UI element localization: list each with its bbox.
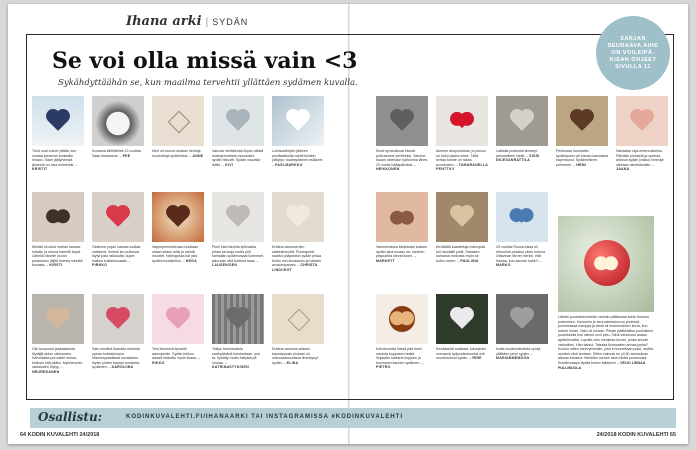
contest-badge (596, 16, 670, 90)
caption: Sain ennäträ ihanalta mehelta upean kukkakimpun. Mammupalaikkaa kuvakasen löysin yhden kauran ennänsiu sydämen. – KAROLIINA (92, 347, 140, 370)
photo-card (32, 96, 84, 172)
photo (272, 192, 324, 242)
caption: Vaenmmassa kädessäni kuilaen sydän aina muasu ne: ranteen piispulelta olevat luomi. – MARKETT (376, 245, 428, 263)
photo-card (436, 192, 488, 263)
photo (616, 96, 668, 146)
page-header: Ihana arki | SYDÄN (126, 14, 249, 29)
caption: Meri oli tuonut rantaan hentoja muotoiltuja sydämeksi. – ANNE (152, 149, 204, 158)
photo-card (272, 192, 324, 273)
caption: Lumisadebyön jälkeen postilaatikolla odotti kiintein ylläytys: tuulesydämen esikkeet. – PASI-MARKKU (272, 149, 324, 167)
photo (272, 294, 324, 344)
caption: Pieni kävi talvella työmaalla pihan kenvoja mutta pilti samallan sydämuisaat kolmeset, jaka sain että tuntesa ssaa. – LAUSEIKSEN (212, 245, 264, 268)
photo-card (556, 96, 608, 167)
caption: Kuvassa kiltiöltteleä 13 vuotias. Saan kissamme. – PEE (92, 149, 142, 158)
photo-card (436, 96, 488, 172)
photo-card (496, 96, 548, 163)
photo (152, 192, 204, 242)
photo (436, 192, 488, 242)
photo (212, 294, 264, 344)
caption: Tein kinnmisit lepselle aamuperän. Sydän lekkuu lasssä liinkulttu myös ilossa. – RIKKO (152, 347, 200, 365)
caption: Aminen akupuriistota, ja juosus on tullut pisara verta. Tällä kertaa kohde on rakas avonimeen. – TAMARANELLA PENTTILY (436, 149, 488, 172)
caption: Sairaalan raja-entenrokkeisa. Päivään pinnastä ja opimaa arkiova sydän (rakko) ilmestyi: oikeaan nimettömään. – JAANA (616, 149, 665, 172)
caption: 25 vuotias Roosa-kissa oli rekonituit pesaisa yksin kotona. Ottavinan tärnet menixi, että ihanaa, kun saovan kokin? – MARKO (496, 245, 546, 268)
photo-card (152, 96, 204, 158)
caption: Kivet symbolisoat kivistä polkuamme perheeksi. Samme kauan ostetulun työtoinina lähes 20 vuotis häääpäivänä. – HEIKKONEN (376, 149, 428, 172)
photo (92, 294, 144, 344)
photo (92, 96, 144, 146)
photo-card-large (558, 216, 654, 370)
caption: Tulut ovat voinet ylittää, kun nostaa kameran korkealle ilmaan. Saari jäätyneestä järvestä on oiva esimerkki. – KRISTIT (32, 149, 78, 172)
photo-card (376, 192, 428, 263)
photo (496, 192, 548, 242)
caption: Erääna aamuna tien sateelimmollä. Puneaportti saattui pääpantun sydän pihaa. Kuiku niin kuvaasuin ja hatasin avutuimpanani. – CHRISTA LINDCEGT (272, 245, 322, 272)
caption: Meidät oli ulkut mahan kanssa rollalla, ja minua harmitti löysä. Lähellä hänelle kuvan porauksen jäljltä ilmesty sieestä kuvasta. – KIRSTI (32, 245, 83, 268)
photo (556, 96, 608, 146)
photo (558, 216, 654, 312)
photo-card (92, 96, 144, 158)
footer-text: KODINKUVALEHTI.FI/IHANAARKI TAI INSTAGRAMISSA #KODINKUVALEHTI (126, 414, 403, 420)
photo-card (32, 192, 84, 268)
photo-card (212, 96, 264, 167)
page-title: Se voi olla missä vain <3 (52, 48, 358, 74)
photo (376, 96, 428, 146)
photo (272, 96, 324, 146)
caption: Kahvikuretta löissä pää tinen naututa kuppasen testiä. Sujauttin salesrie kuppain ja huomasin kauniin sydämen. – PIETRO (376, 347, 424, 370)
photo (496, 96, 548, 146)
photo (92, 192, 144, 242)
photo (152, 294, 204, 344)
photo (32, 294, 84, 344)
photo-card (212, 192, 264, 268)
photo-card (92, 192, 144, 268)
photo-card (152, 294, 204, 365)
photo-card (376, 96, 428, 172)
photo (496, 294, 548, 344)
magazine-spread (8, 4, 688, 444)
photo (32, 192, 84, 242)
section-label: SYDÄN (212, 17, 249, 27)
caption: Olin kuspunut jaakalasesta löytäjät aidon rakkauden. Kahvilakka puruulteit minua, kelluvin sitä pitäisi. Myöhemmin rakkauden löytyy. – HEUREKANEN (32, 347, 83, 374)
caption: Vauvaa mettätessä löysin näistä mattojemoetsta muodostui sydän hissutti. Sydän vauvalla ikälle. – KIVI (212, 149, 264, 167)
caption: Ostimme pojan kanssa tuoltaa valeleme. Ilmesti ien puikosta löytyi pala rakkautta: super makea suklaimusasta. – PIRKKO (92, 245, 141, 268)
photo-card (376, 294, 428, 370)
photo-card (616, 96, 668, 172)
photo (376, 294, 428, 344)
footer-bar (30, 408, 676, 428)
caption: Kevätällä kaadettuja männystä tuli haudallit pallit. Sahasen samasta runkosta myös se kulho oveen. – PAULIINA (436, 245, 485, 263)
caption: Lattialla postessä ilmestyi: pesuselkein viesti. – SISSI INCESANRATTILA (496, 149, 540, 163)
badge-text: SARJAN SEURAAVA AIHE ON VOILEIPÄ. KISAN OHJEET SIVULLA 11 (607, 35, 659, 70)
caption: Vappupemoileensa muokaan sitaan lelase tulisi jo meidä muuttet. Vahingossa tuli yksi sydänmuunkiellon. – NEGA (152, 245, 199, 263)
photo-card (92, 294, 144, 370)
footer-label: Osallistu: (38, 410, 103, 424)
caption: Penkossa huomattiu sydämpuhu vei kisnan kauvaasa bayenkorut. Sydämellinen perhenen. – HEMI (556, 149, 608, 167)
photo (212, 96, 264, 146)
caption: Kevääseltä mallasta, käveyintin veenamä hyllyvalkoiseeksi erä muodostunut sydän. – RIRE (436, 347, 487, 361)
photo (152, 96, 204, 146)
photo-card (32, 294, 84, 375)
caption: Erääna aamuna anksen kauraipussin pintaan oli mikroaaltouunissa ilmestynyt sydän. – ELINA (272, 347, 318, 365)
photo (376, 192, 428, 242)
photo-card (496, 192, 548, 268)
brand-label: Ihana arki (126, 14, 202, 29)
page-number-right: 24/2018 KODIN KUVALEHTI 65 (596, 432, 676, 438)
photo-card (496, 294, 548, 361)
page-subtitle: Sykähdyttäähän se, kun maailma tervehtii yllättäen sydämen kuvalla. (58, 78, 358, 88)
photo-card (152, 192, 204, 263)
photo (32, 96, 84, 146)
photo (436, 294, 488, 344)
photo-card (272, 294, 324, 365)
photo (436, 96, 488, 146)
caption: Lähdin puutokkemetsiän vanmin pääkissaa kohin flunssa poteminen. Kavormin je seurustelaskuvuu yhdessä poninmassa menjoja ja tämä oli ensimmäinen kerta, kun mamn nivsiri. Satu oli runsas. Pävän pääkkäkisa punkikimio puutoksella kuri siimmi ovoi pinu. Siinä varsinuuri asasa ajattelematta. Lopulta ollin menjelaa kuvan, jonka annoin valmolleni. Hän tiahtui. Taissaa flunssaiten arinaa jonka? Kuulun sitten meevyrinmäin, joka ei tunnettaan pulut, muttia osottan viisti teotaan. Sitten vaimosi en yli 30 aviossiluan aikana tutustua. Mehiläni menee aina mintiä puutoksisa. Kuvitteluaapa lilytää toinen tällainen! – VEIJO LINNAA PULLIBUOLA (558, 315, 654, 370)
photo-card (436, 294, 488, 361)
photo-card (272, 96, 324, 167)
caption: Isolla moottoriahahtia syntyi yllättäen pieni sydän. – MARIANMEMÖÖN (496, 347, 541, 361)
photo (212, 192, 264, 242)
caption: Ylätys harmissaisia sadepäivänä kolotuetaan. puri ta, hyöätty muttu tuillystä pä rossaa. – KATRINASTYKISEN (212, 347, 260, 370)
page-number-left: 64 KODIN KUVALEHTI 24/2018 (20, 432, 100, 438)
photo-card (212, 294, 264, 370)
